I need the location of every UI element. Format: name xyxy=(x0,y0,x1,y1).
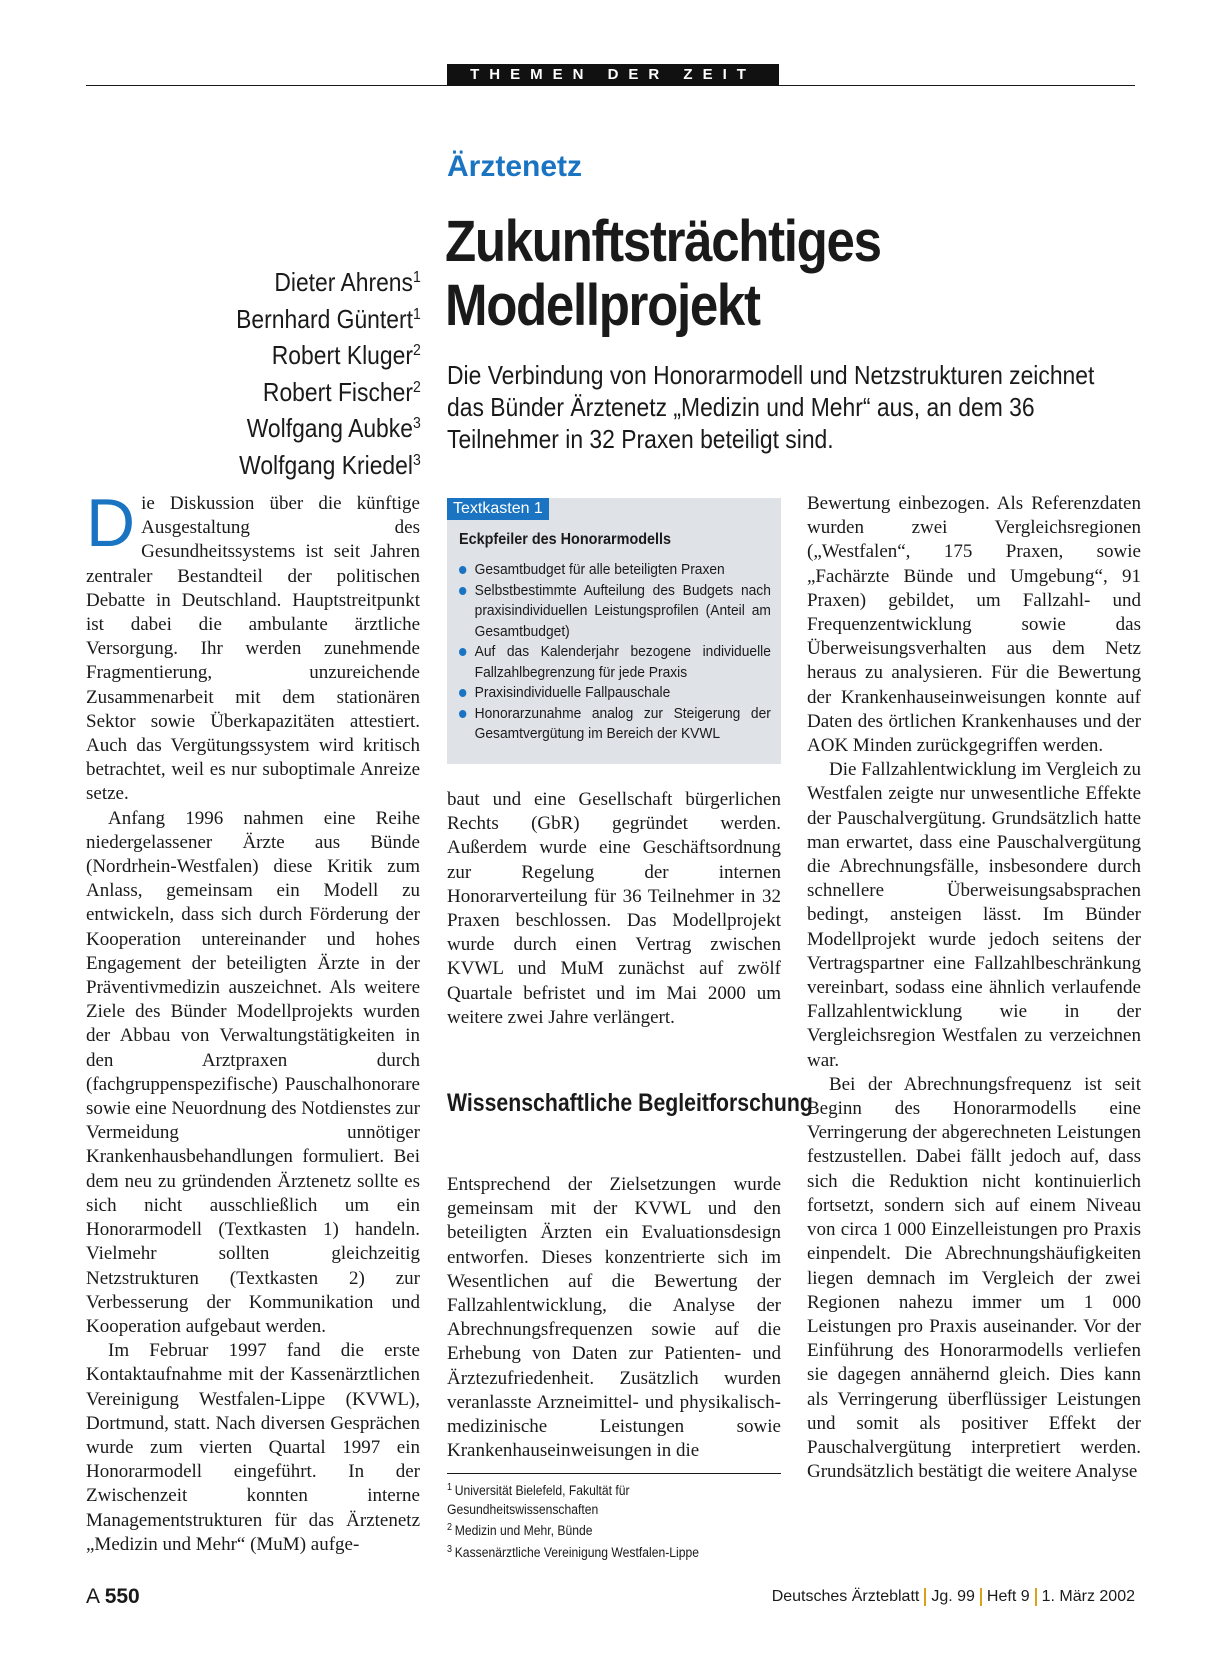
footer-info xyxy=(772,1588,1135,1606)
author: Wolfgang Kriedel$^3$ xyxy=(239,449,421,480)
volume: Jg. 99 xyxy=(931,1588,975,1605)
footer-separator xyxy=(924,1588,926,1606)
bullet-icon xyxy=(459,689,466,697)
bullet-icon xyxy=(459,566,466,574)
textbox-1 xyxy=(447,498,781,764)
author: Dieter Ahrens$^1$ xyxy=(274,267,421,297)
footnotes xyxy=(447,1479,787,1562)
headline-line: Modellprojekt xyxy=(445,273,760,338)
journal-name: Deutsches Ärzteblatt xyxy=(771,1588,920,1605)
body-paragraph: Bei der Abrechnungsfrequenz ist seit Beginn des Honorarmodells eine Verringerung der abgerechneten Leistungen festzustellen. Dabei fällt jedoch auf, dass sich die Reduktion nicht kontinuierlich fortsetzt, sondern sich auf einem Niveau von circa 1 000 Einzelleistungen pro Praxis einpendelt. Die Abrechnungshäufigkeiten liegen demnach im Vergleich der zwei Regionen nahezu immer um 1 000 Leistungen pro Praxis auseinander. Vor der Einführung des Honorarmodells verliefen sie dagegen annähernd gleich. Dies kann als Verringerung überflüssiger Leistungen und somit als positiver Effekt der Pauschalvergütung interpretiert werden. Grundsätzlich bestätigt die weitere Analyse xyxy=(807,1073,1141,1483)
section-label: THEMEN DER ZEIT xyxy=(447,64,779,86)
author: Robert Kluger$^2$ xyxy=(271,340,421,370)
body-paragraph: baut und eine Gesellschaft bürgerlichen Rechts (GbR) gegründet werden. Außerdem wurde eine Geschäftsordnung zur Regelung der internen Honorarverteilung für 36 Teilnehmer in 32 Praxen beschlossen. Das Modellprojekt wurde durch einen Vertrag zwischen KVWL und MuM zunächst auf zwölf Quartale befristet und im Mai 2000 um weitere zwei Jahre verlängert. xyxy=(447,789,781,1028)
body-paragraph: Im Februar 1997 fand die erste Kontaktaufnahme mit der Kassenärztlichen Vereinigung Westfalen-Lippe (KVWL), Dortmund, statt. Nach diversen Gesprächen wurde zum vierten Quartal 1997 ein Honorarmodell eingeführt. In der Zwischenzeit konnten interne Managementstrukturen für das Ärztenetz „Medizin und Mehr“ (MuM) aufge- xyxy=(86,1340,420,1555)
footer-separator xyxy=(980,1588,982,1606)
article-deck: Die Verbindung von Honorarmodell und Netzstrukturen zeichnet das Bünder Ärztenetz „Medizin und Mehr“ aus, an dem 36 Teilnehmer in 32 Praxen beteiligt sind. xyxy=(447,360,1095,454)
body-paragraph: Entsprechend der Zielsetzungen wurde gemeinsam mit der KVWL und den beteiligten Ärzten ein Evaluationsdesign entworfen. Dieses konzentrierte sich im Wesentlichen auf die Bewertung der Fallzahlentwicklung, die Analyse der Abrechnungsfrequenzen sowie auf die Erhebung von Daten zur Patienten- und Ärztezufriedenheit. Zusätzlich wurden veranlasste Arzneimittel- und physikalisch-medizinische Leistungen sowie Krankenhauseinweisungen in die xyxy=(447,1174,781,1462)
textbox-title: Eckpfeiler des Honorarmodells xyxy=(459,531,672,548)
body-paragraph: Bewertung einbezogen. Als Referenzdaten wurden zwei Vergleichsregionen („Westfalen“, 175 Praxen, sowie „Fachärzte Bünde und Umgebung“, 91 Praxen) gebildet, um Fallzahl- und Frequenzentwicklung sowie das Überweisungsverhalten aus dem Netz heraus zu analysieren. Für die Bewertung der Krankenhauseinweisungen konnte auf Daten des örtlichen Krankenhauses und der AOK Minden zurückgegriffen werden. xyxy=(807,493,1141,757)
bullet-icon xyxy=(459,710,466,718)
article-headline xyxy=(445,210,1079,338)
textbox-tag: Textkasten 1 xyxy=(447,498,549,520)
footer-separator xyxy=(1035,1588,1037,1606)
headline-line: Zukunftsträchtiges xyxy=(445,209,881,274)
bullet-icon xyxy=(459,587,466,595)
dropcap: D xyxy=(86,485,136,561)
list-item: Honorarzunahme analog zur Steigerung der Gesamtvergütung im Bereich der KVWL xyxy=(459,704,771,745)
body-paragraph: Die Diskussion über die künftige Ausgestaltung des Gesundheitssystems ist seit Jahren zentraler Bestandteil der politischen Debatte in Deutschland. Hauptstreitpunkt ist dabei die ambulante ärztliche Versorgung. Ihr werden zunehmende Fragmentierung, unzureichende Zusammenarbeit mit dem stationären Sektor sowie Überkapazitäten attestiert. Auch das Vergütungssystem wird kritisch betrachtet, weil es nur suboptimale Anreize setze. xyxy=(86,485,420,805)
list-item: Selbstbestimmte Aufteilung des Budgets nach praxisindividuellen Leistungsprofilen (Anteil am Gesamtbudget) xyxy=(459,581,771,643)
author-list xyxy=(211,262,421,481)
body-column-2 xyxy=(447,788,781,1030)
body-column-1 xyxy=(86,485,421,1557)
textbox-list xyxy=(459,560,787,745)
body-paragraph: Anfang 1996 nahmen eine Reihe niedergelassener Ärzte aus Bünde (Nordrhein-Westfalen) diese Kritik zum Anlass, gemeinsam ein Modell zu entwickeln, dass sich durch Förderung der Kooperation untereinander und hohes Engagement der beteiligten Ärzte in der Präventivmedizin auszeichnet. Als weitere Ziele des Bünder Modellprojekts wurden der Abbau von Verwaltungstätigkeiten in den Arztpraxen durch (fachgruppenspezifische) Pauschalhonorare sowie eine Neuordnung des Notdienstes zur Vermeidung unnötiger Krankenhausbehandlungen formuliert. Bei dem neu zu gründenden Ärztenetz sollte es sich nicht ausschließlich um ein Honorarmodell (Textkasten 1) handeln. Vielmehr sollten gleichzeitig Netzstrukturen (Textkasten 2) zur Verbesserung der Kommunikation und Kooperation aufgebaut werden. xyxy=(86,807,421,1337)
author: Robert Fischer$^2$ xyxy=(263,376,421,407)
section-subhead: Wissenschaftliche Begleitforschung xyxy=(447,1089,813,1117)
list-item: Praxisindividuelle Fallpauschale xyxy=(459,683,771,704)
list-item: Auf das Kalenderjahr bezogene individuelle Fallzahlbegrenzung für jede Praxis xyxy=(459,642,771,683)
body-paragraph: Die Fallzahlentwicklung im Vergleich zu Westfalen zeigte nur unwesentliche Effekte der Pauschalvergütung. Grundsätzlich hatte man erwartet, dass eine Pauschalvergütung die Abrechnungsfälle, insbesondere durch schnellere Überweisungsabsprachen bedingt, ansteigen lässt. Im Bünder Modellprojekt wurde jedoch seitens der Vertragspartner eine Fallzahlbeschränkung vereinbart, sodass eine ähnlich verlaufende Fallzahlentwicklung wie in der Vergleichsregion Westfalen zu verzeichnen war. xyxy=(807,759,1141,1071)
body-column-2-continued xyxy=(447,1173,781,1463)
article-kicker: Ärztenetz xyxy=(447,150,583,183)
issue-date: 1. März 2002 xyxy=(1041,1588,1135,1605)
author: Wolfgang Aubke$^3$ xyxy=(246,413,421,443)
author: Bernhard Güntert$^1$ xyxy=(236,303,421,334)
footnote: $^2$ Medizin und Mehr, Bünde xyxy=(447,1522,593,1538)
footnote: $^3$ Kassenärztliche Vereinigung Westfalen-Lippe xyxy=(447,1543,699,1560)
page-number: A 550 xyxy=(86,1585,140,1608)
footnote-rule xyxy=(447,1473,781,1474)
bullet-icon xyxy=(459,648,466,656)
list-item: Gesamtbudget für alle beteiligten Praxen xyxy=(459,560,771,581)
footnote: $^1$ Universität Bielefeld, Fakultät für Gesundheitswissenschaften xyxy=(447,1482,630,1517)
issue: Heft 9 xyxy=(986,1588,1030,1605)
body-column-3 xyxy=(807,492,1141,1484)
